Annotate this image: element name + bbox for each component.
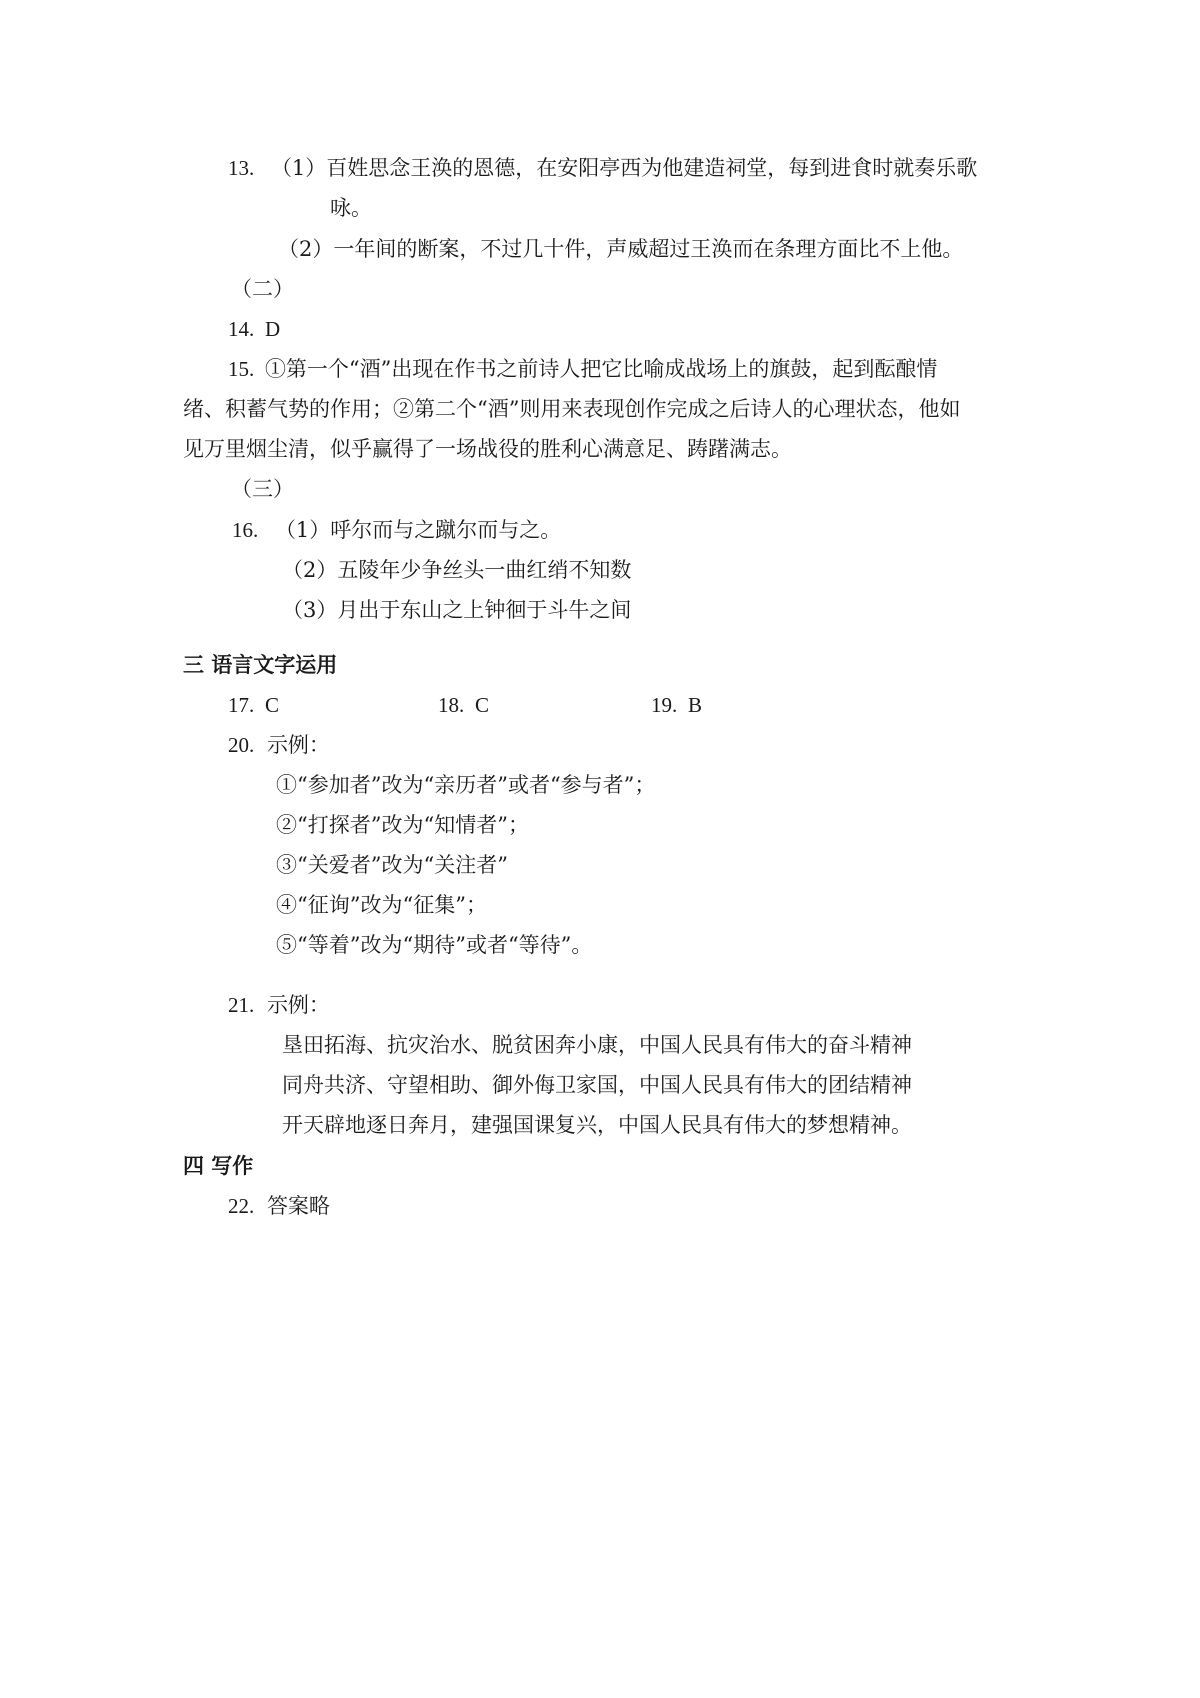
q16-number: 16.	[232, 518, 259, 542]
q16-item3: （3）月出于东山之上钟徊于斗牛之间	[282, 598, 632, 622]
q15-line1: ①第一个“酒”出现在作书之前诗人把它比喻成战场上的旗鼓，起到酝酿情	[264, 357, 938, 381]
section-er-label: （二）	[231, 277, 294, 301]
q13-part1-line2: 咏。	[330, 196, 372, 220]
q18-row	[438, 690, 489, 720]
q22-number: 22.	[228, 1194, 255, 1218]
q20-item-1: ①“参加者”改为“亲历者”或者“参与者”；	[276, 773, 656, 797]
q17-answer: C	[264, 693, 279, 717]
q14-line	[228, 314, 280, 344]
q15-line3: 见万里烟尘清，似乎赢得了一场战役的胜利心满意足、踌躇满志。	[183, 437, 792, 461]
q16-row1	[232, 515, 561, 545]
q20-item-5: ⑤“等着”改为“期待”或者“等待”。	[276, 933, 593, 957]
q13-part1-line1: （1）百姓思念王涣的恩德，在安阳亭西为他建造祠堂，每到进食时就奏乐歌	[270, 156, 978, 180]
q20-label: 示例：	[266, 733, 330, 757]
section4-heading: 四 写作	[183, 1154, 254, 1178]
q20-item-4: ④“征询”改为“征集”；	[276, 893, 487, 917]
q18-number: 18.	[438, 693, 465, 717]
q16-item2: （2）五陵年少争丝头一曲红绡不知数	[282, 558, 632, 582]
q14-answer: D	[264, 317, 281, 341]
q14-number: 14.	[228, 317, 255, 341]
q15-number: 15.	[228, 357, 255, 381]
q20-number: 20.	[228, 733, 255, 757]
q13-line1	[228, 153, 977, 183]
q22-row	[228, 1191, 330, 1221]
q21-line-2: 同舟共济、守望相助、御外侮卫家国，中国人民具有伟大的团结精神	[282, 1073, 912, 1097]
q20-header	[228, 730, 330, 760]
q13-number: 13.	[228, 156, 255, 180]
q19-row	[651, 690, 702, 720]
section-san-sub-label: （三）	[231, 477, 294, 501]
q18-answer: C	[474, 693, 489, 717]
q20-item-2: ②“打探者”改为“知情者”；	[276, 813, 529, 837]
q17-number: 17.	[228, 693, 255, 717]
q22-answer: 答案略	[266, 1194, 330, 1218]
q21-header	[228, 990, 330, 1020]
q21-line-3: 开天辟地逐日奔月，建强国课复兴，中国人民具有伟大的梦想精神。	[282, 1113, 912, 1137]
q13-part2: （2）一年间的断案，不过几十件，声威超过王涣而在条理方面比不上他。	[278, 237, 964, 261]
q21-line-1: 垦田拓海、抗灾治水、脱贫困奔小康，中国人民具有伟大的奋斗精神	[282, 1033, 912, 1057]
q16-item1: （1）呼尔而与之蹴尔而与之。	[274, 518, 562, 542]
q15-line2: 绪、积蓄气势的作用；②第二个“酒”则用来表现创作完成之后诗人的心理状态，他如	[183, 397, 961, 421]
q19-number: 19.	[651, 693, 678, 717]
q15-line1-row	[228, 354, 937, 384]
section3-heading: 三 语言文字运用	[183, 653, 338, 677]
q21-number: 21.	[228, 993, 255, 1017]
q17-row	[228, 690, 279, 720]
q19-answer: B	[687, 693, 702, 717]
q21-label: 示例：	[266, 993, 330, 1017]
q20-item-3: ③“关爱者”改为“关注者”	[276, 853, 508, 877]
